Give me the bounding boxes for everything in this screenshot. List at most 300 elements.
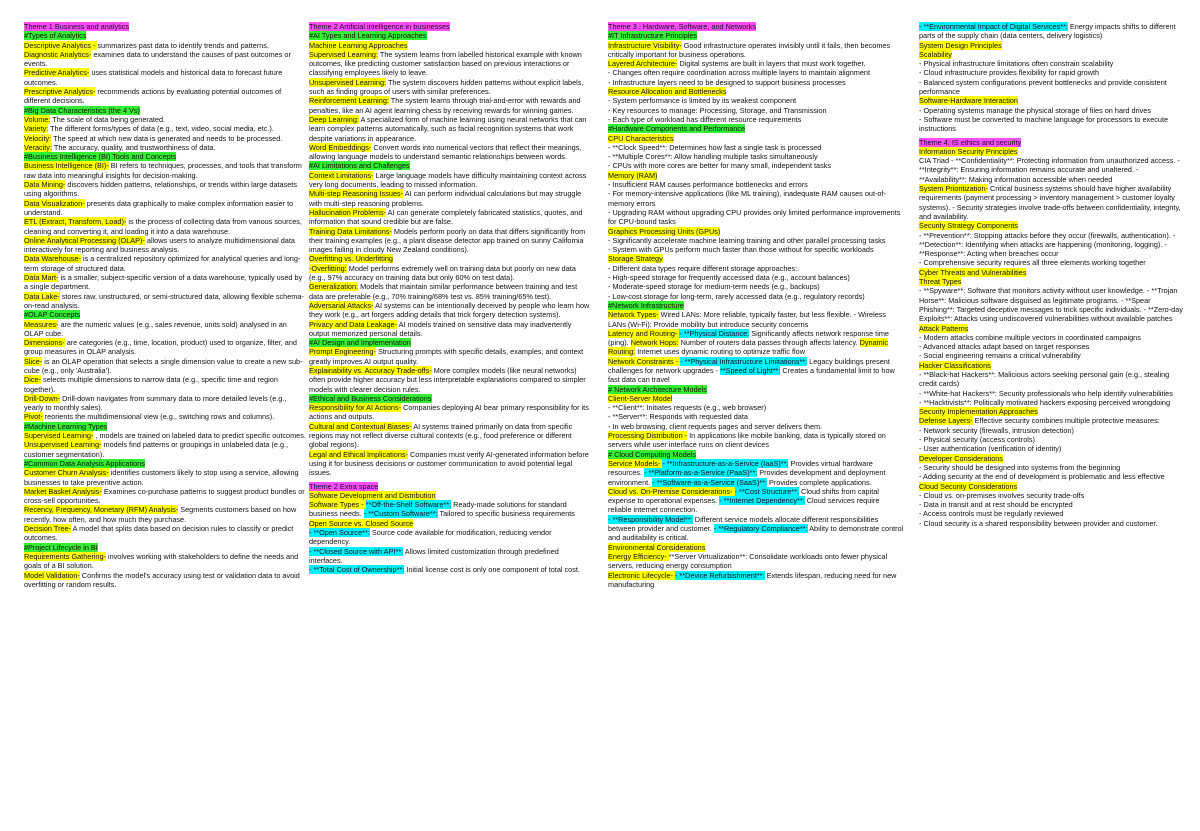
text: - Balanced system configurations prevent bottlenecks and provide consistent performance [919,77,1167,97]
theme-heading [309,482,593,491]
text: - Modern attacks combine multiple vectors in coordinated campaigns [919,332,1141,342]
section-title: #Project Lifecycle in BI [24,542,98,552]
section-heading [24,152,306,161]
term: Latency and Routing- [608,328,680,338]
text: Provides complete applications. [766,477,872,487]
section-title: #Hardware Components and Performance [608,124,746,134]
term: Data Mart- [24,273,59,283]
text: - Adding security at the end of development is problematic and less effective [919,472,1165,482]
note-line [919,59,1183,68]
text: AI models trained on sensitive data may inadvertently output memorized personal details. [309,319,572,338]
note-line [24,431,306,440]
text: Legacy buildings present challenges for network upgrades - [608,356,890,375]
term: Security Strategy Components [919,221,1018,231]
section-heading [608,124,904,133]
note-line [608,161,904,170]
note-line [919,41,1183,50]
text: - System with GPUs perform much faster than those without for specific workloads [608,245,874,255]
term: Dynamic Routing: [608,338,889,357]
term: Security Implementation Approaches [919,407,1038,417]
text: - Operating systems manage the physical storage of files on hard drives [919,105,1151,115]
text: models find patterns or groupings in unlabeled data (e.g., customer segmentation). [24,440,289,459]
term: Explainability vs. Accuracy Trade-offs- [309,365,432,375]
note-line [309,422,593,450]
text: Large language models have difficulty maintaining context across very long documents, leading to missed information. [309,170,587,190]
note-line [919,407,1183,416]
term: CPU Characteristics [608,133,674,143]
note-line [608,68,904,77]
text: Provides virtual hardware resources. [608,458,873,478]
text: Cloud services require reliable internet connection. [608,496,880,515]
text: The system learns from labelled historical example with known outcomes, like predicting customer satisfaction based on previous interactions or classifying employees likely to leave. [309,49,582,78]
term: Training Data Limitations- [309,226,392,236]
note-line [608,552,904,571]
note-line [608,227,904,236]
note-line [919,426,1183,435]
theme-heading [608,22,904,31]
note-line [608,143,904,152]
theme-title: Theme 2 Artificial intelligence in businesses [309,22,450,31]
term: Slice- [24,356,43,366]
text: presents data graphically to make complex information easier to understand. [24,198,294,217]
column-theme-1 [24,22,306,827]
cyan-term: - **Environmental Impact of Digital Services**: [919,22,1068,31]
term: Adversarial Attacks- [309,300,374,310]
term: Dice- [24,375,42,385]
text: The system discovers hidden patterns without explicit labels, such as finding groups of users with similar preferences. [309,77,584,97]
text: AI systems trained primarily on data from specific regions may not reflect diverse cultural contexts (e.g., food preference or different global regions). [309,421,573,450]
section-heading [24,31,306,40]
note-line [24,552,306,571]
note-line [608,394,904,403]
cyan-term: - **Software-as-a-Service (SaaS)**: [652,477,767,487]
text: involves working with stakeholders to define the needs and goals of a BI solution. [24,551,299,571]
note-line [608,329,904,357]
note-line [24,394,306,413]
term: Resource Allocation and Bottlenecks [608,87,727,97]
text: Model performs extremely well on training data but poorly on new data (e.g., 97% accuracy on training data but only 60% on test data). [309,263,576,283]
note-line [309,41,593,50]
cyan-term: - **Regulatory Compliance**: [713,524,808,534]
term: Velocity: [24,133,52,143]
note-line [309,96,593,115]
note-line [919,324,1183,333]
text: Energy impacts shifts to different parts of the supply chain (data centers, delivery logistics) [919,22,1176,41]
note-line [608,543,904,552]
text: AI can perform individual calculations but may struggle with multi-step reasoning problems. [309,189,582,208]
note-line [309,450,593,478]
cyan-term: - **Closed Source with API**: [309,546,404,556]
text: - **Prevention**: Stopping attacks before they occur (firewalls, authentication). - **Detection**: Identifying when attacks are happening (monitoring, logging). - **Response**: Acting when breaches occur [919,230,1176,259]
section-heading [309,338,593,347]
text: - Comprehensive security requires all three elements working together [919,258,1146,268]
cyan-term: - **Responsibility Model**: [608,514,693,524]
term: Defense Layers- [919,416,973,426]
text: allows users to analyze multidimensional data interactively for reporting and business analysis. [24,235,295,255]
note-line [24,115,306,124]
term: -Overfitting: [309,263,347,273]
term: Pivot- [24,412,43,422]
term: Network Types- [608,310,659,320]
note-line [919,444,1183,453]
term: Environmental Considerations [608,542,706,552]
section-title: #AI Types and Learning Approaches [309,31,427,41]
term: Electronic Lifecycle- [608,570,675,580]
note-line [919,463,1183,472]
note-line [919,277,1183,286]
theme-title: Theme 2 Extra space [309,481,379,491]
term: Requirements Gathering- [24,551,106,561]
term: Data Visualization- [24,198,85,208]
note-line [24,217,306,236]
column-theme-4 [919,22,1183,827]
note-line [919,106,1183,115]
column-theme-3 [608,22,904,827]
term: Decision Tree- [24,524,72,534]
section-heading [309,394,593,403]
text: - **White-hat Hackers**: Security professionals who help identify vulnerabilities [919,388,1173,398]
text: The accuracy, quality, and trustworthiness of data. [51,142,216,152]
text: - Each type of workload has different resource requirements [608,114,802,124]
term: Veracity: [24,142,52,152]
term: Legal and Ethical Implications- [309,449,408,459]
text: Cloud shifts from capital expense to operational expenses. [608,486,879,506]
section-heading [24,310,306,319]
text: Models perform poorly on data that differs significantly from their training examples (e.g., a plant disease detector app trained on sunny California images failing in cloudy New Zealand conditions). [309,226,586,255]
text: Critical business systems should have higher availability requirements (payment processing > inventory management > customer loyalty systems). - Security strategies involve trade-offs between confidentiality, integrity, and availability. [919,184,1181,221]
text: - Cloud infrastructure provides flexibility for rapid growth [919,68,1100,78]
text: - In web browsing, client requests pages and server delivers them. [608,421,823,431]
note-line [919,50,1183,59]
text: Significantly affects network response time (ping). [608,328,889,348]
section-heading [24,422,306,431]
note-line [24,134,306,143]
text: Wired LANs: More reliable, typically faster, but less flexible. - Wireless LANs (Wi-Fi): Provide mobility but introduce security concerns [608,310,887,329]
section-title: #Common Data Analysis Applications [24,458,145,468]
section-heading [24,543,306,552]
note-line [24,505,306,524]
text: identifies customers likely to stop using a service, allowing businesses to take preventive action. [24,468,299,487]
note-line [309,491,593,500]
term: Multi-step Reasoning Issues- [309,189,404,199]
text: - Cloud security is a shared responsibility between provider and customer. [919,518,1158,528]
note-line [919,184,1183,221]
note-line [608,106,904,115]
section-title: #OLAP Concepts [24,310,81,320]
text: Number of routers data passes through affects latency. [678,338,860,348]
term: Memory (RAM) [608,170,658,180]
text: - Advanced attacks adapt based on target responses [919,342,1090,352]
note-line [309,254,593,263]
text: reorients the multidimensional view (e.g., switching rows and columns). [42,412,275,422]
note-line [309,50,593,78]
text: Internet uses dynamic routing to optimize traffic flow [635,347,805,357]
theme-title: Theme 4: IS ethics and security [919,137,1022,147]
note-line [608,245,904,254]
text: - **Spyware**: Software that monitors activity without user knowledge. - **Trojan Horse**: Malicious software disguised as legitimate programs. - **Spear Phishing**: Targeted deceptive messages to trick specific individuals. - **Zero-day Exploits**: Attacks using undiscovered vulnerabilities without available patches [919,286,1183,324]
note-line [309,171,593,190]
text: - CPUs with more cores are better for many small, independent tasks [608,161,832,171]
note-line [608,357,904,385]
note-line [919,22,1183,41]
note-line [608,273,904,282]
section-title: #Ethical and Business Considerations [309,393,432,403]
term: Energy Efficiency- [608,551,669,561]
note-line [309,528,593,547]
cyan-term: - **Infrastructure-as-a-Service (IaaS)**: [662,458,789,468]
text: - Security should be designed into systems from the beginning [919,462,1121,472]
note-line [919,361,1183,370]
note-line [24,357,306,376]
text: The scale of data being generated. [50,114,166,124]
note-line [919,389,1183,398]
note-line [309,143,593,162]
term: Privacy and Data Leakage- [309,319,398,329]
note-line [608,487,904,515]
section-title: #Business Intelligence (BI) Tools and Concepts [24,152,177,162]
section-heading [608,301,904,310]
text: CIA Triad - **Confidentiality**: Protecting information from unauthorized access. - **Integrity**: Ensuring information remains accurate and unaltered. - **Availability**: Making information accessible when needed [919,156,1180,184]
text: - Physical security (access controls) [919,435,1035,445]
section-heading [24,106,306,115]
note-line [309,115,593,143]
note-line [608,292,904,301]
term: Graphics Processing Units (GPUs) [608,226,721,236]
note-line [919,519,1183,528]
term: Diagnostic Analytics- [24,49,92,59]
note-line [919,509,1183,518]
theme-heading [24,22,306,31]
text: Models that maintain similar performance between training and test data are preferable (e.g., 70% training/68% test vs. 85% training/65% test). [309,282,578,301]
note-line [24,161,306,180]
text: summarizes past data to identify trends and patterns. [97,40,269,50]
note-line [309,565,593,574]
note-line [24,440,306,459]
term: Scalability [919,49,952,59]
note-line [919,286,1183,323]
note-line [309,347,593,366]
text: - High-speed storage for frequently accessed data (e.g., account balances) [608,273,850,283]
theme-heading [309,22,593,31]
text: BI refers to techniques, processes, and tools that transform raw data into meaningful insights for decision-making. [24,161,302,180]
note-line [608,87,904,96]
text: - Insufficient RAM causes performance bottlenecks and errors [608,180,808,190]
note-line [919,398,1183,407]
text: is a centralized repository optimized for analytical queries and long-term storage of structured data. [24,254,301,273]
term: Drill-Down- [24,393,61,403]
term: Reinforcement Learning: [309,96,389,106]
text: is an OLAP operation that selects a single dimension value to create a new sub-cube (e.g., only 'Australia'). [24,356,303,375]
cyan-term: - **Physical Infrastructure Limitations**: [680,356,808,366]
note-line [608,115,904,124]
text: The speed at which new data is generated and needs to be processed. [51,133,283,143]
term: Machine Learning Approaches [309,40,408,50]
term: Volume: [24,114,51,124]
text: - **Clock Speed**: Determines how fast a single task is processed [608,142,822,152]
note-line [919,482,1183,491]
section-heading [608,450,904,459]
text: - System performance is limited by its weakest component [608,96,797,106]
note-line [24,571,306,590]
theme-title: Theme 3 : Hardware, Software, and Networks [608,22,757,31]
text: Initial license cost is only one component of total cost. [404,565,580,575]
note-line [919,416,1183,425]
section-title: #Network Infrastructure [608,300,684,310]
note-line [919,221,1183,230]
cyan-term: - **Open Source**: [309,528,370,538]
term: Hallucination Problems- [309,207,387,217]
term: Dimensions- [24,338,65,348]
term: Recency, Frequency, Monetary (RFM) Analysis- [24,505,179,515]
term: Threat Types [919,277,962,287]
term: Information Security Principles [919,146,1018,156]
note-line [24,50,306,69]
note-line [309,227,593,255]
term: Cultural and Contextual Biases- [309,421,412,431]
term: Unsupervised Learning- [24,440,102,450]
term: Storage Strategy [608,254,663,264]
term: Supervised Learning: [309,49,378,59]
note-line [309,264,593,283]
cyan-term: - **Internet Dependency**: [719,496,805,506]
text: - Key resources to manage: Processing, Storage, and Transmission [608,105,827,115]
note-line [608,403,904,412]
note-line [24,236,306,255]
note-line [24,487,306,506]
text: Ability to demonstrate control and auditability is critical. [608,524,904,543]
text: - Software must be converted to machine language for processors to execute instructions [919,114,1169,134]
section-title: # Cloud Computing Models [608,449,697,459]
term: Supervised Learning- [24,431,94,441]
note-line [919,96,1183,105]
text: Convert words into numerical vectors that reflect their meanings, allowing language models to understand semantic relationships between words. [309,142,582,162]
text: - **Black-hat Hackers**: Malicious actors seeking personal gain (e.g., stealing credit cards) [919,369,1170,389]
note-line [24,199,306,218]
term: Software Types - [309,500,366,510]
term: Variety: [24,124,49,134]
term: Layered Architecture- [608,59,678,69]
cyan-term: - **Custom Software**: [363,509,438,519]
note-line [919,78,1183,97]
note-line [919,268,1183,277]
text: , models are trained on labeled data to predict specific outcomes. [93,431,306,441]
cyan-term: **Speed of Light**: [719,365,781,375]
note-line [608,412,904,421]
term: Responsibility for AI Actions- [309,403,402,413]
section-title: #Big Data Characteristics (the 4 Vs) [24,105,140,115]
term: Infrastructure Visibility- [608,40,682,50]
note-line [309,519,593,528]
term: Unsupervised Learning: [309,77,387,87]
text: AI can generate completely fabricated statistics, quotes, and information that sound credible but are false. [309,207,583,227]
text: In applications like mobile banking, data is typically stored on servers while user interface runs on client devices [608,431,886,450]
text: are categories (e.g., time, location, product) used to organize, filter, and group measures in OLAP analysis. [24,338,297,357]
term: Market Basket Analysis- [24,486,102,496]
term: Online Analytical Processing (OLAP)- [24,235,145,245]
note-line [608,171,904,180]
section-title: #AI Limitations and Challenges [309,161,410,171]
term: Cyber Threats and Vulnerabilities [919,267,1027,277]
text: Allows limited customization through predefined interfaces. [309,546,559,565]
note-line [919,435,1183,444]
note-line [919,500,1183,509]
term: Data Lake- [24,291,60,301]
note-line [608,236,904,245]
text: Confirms the model's accuracy using test or validation data to avoid overfitting or random results. [24,570,300,589]
text: Structuring prompts with specific details, examples, and context greatly improves AI output quality. [309,347,584,366]
note-line [919,342,1183,351]
text: Good infrastructure operates invisibly until it fails, then becomes critically important for business operations. [608,40,891,59]
cyan-term: - **Cost Structure**: [734,486,800,496]
term: Business Intelligence (BI)- [24,161,109,171]
note-line [919,231,1183,259]
term: System Prioritization- [919,184,988,194]
text: - **Multiple Cores**: Allow handling multiple tasks simultaneously [608,152,818,162]
note-line [24,87,306,106]
text: - Network security (firewalls, intrusion detection) [919,425,1074,435]
note-line [608,431,904,450]
note-line [309,403,593,422]
term: Open Source vs. Closed Source [309,518,414,528]
cyan-term: - **Total Cost of Ownership**: [309,565,405,575]
note-line [24,68,306,87]
text: uses statistical models and historical data to forecast future outcomes. [24,68,283,87]
note-line [608,310,904,329]
term: ETL (Extract, Transform, Load)- [24,217,127,227]
section-title: #Types of Analytics [24,31,87,41]
note-line [309,547,593,566]
text: Drill-down navigates from summary data to more detailed levels (e.g., yearly to monthly sales). [24,393,287,413]
section-title: #AI Design and Implementation [309,338,411,348]
text: recommends actions by evaluating potential outcomes of different decisions. [24,87,282,106]
term: Cloud vs. On-Premise Considerations- [608,486,735,496]
term: Software Development and Distribution [309,490,436,500]
text: - Access controls must be regularly reviewed [919,509,1064,519]
section-heading [24,459,306,468]
section-title: # Network Architecture Models [608,384,707,394]
text: stores raw, unstructured, or semi-structured data, allowing flexible schema-on-read analysis. [24,291,304,310]
term: Data Mining- [24,180,66,190]
term: Software-Hardware Interaction [919,96,1018,106]
term: Service Models- [608,458,663,468]
term: Model Validation- [24,570,80,580]
note-line [608,78,904,87]
note-line [919,156,1183,184]
text: - Changes often require coordination across multiple layers to maintain alignment [608,68,871,78]
theme-heading [919,138,1183,147]
term: Hacker Classifications [919,360,991,370]
text: - Upgrading RAM without upgrading CPU provides only limited performance improvements for CPU-bound tasks [608,207,901,227]
note-line [24,375,306,394]
text: Segments customers based on how recently, how often, and how much they purchase. [24,505,297,524]
note-line [24,320,306,339]
text: - User authentication (verification of identity) [919,444,1062,454]
text: Companies deploying AI bear primary responsibility for its actions and outputs. [309,403,589,422]
note-line [919,370,1183,389]
note-line [608,59,904,68]
text: Ready-made solutions for standard business needs. [309,500,567,519]
text: **Server Virtualization**: Consolidate workloads onto fewer physical servers, reducing energy consumption [608,551,888,571]
note-line [309,320,593,339]
term: Attack Patterns [919,323,969,333]
note-line [919,258,1183,267]
text: - Significantly accelerate machine learning training and other parallel processing tasks [608,235,886,245]
note-line [24,412,306,421]
text: - **Hacktivists**: Politically motivated hackers exposing perceived wrongdoing [919,397,1171,407]
note-line [608,515,904,543]
text: Companies must verify AI-generated information before using it for business decisions or customer communication to avoid potential legal issues. [309,449,589,478]
cyan-term: - **Platform-as-a-Service (PaaS)**: [644,468,758,478]
